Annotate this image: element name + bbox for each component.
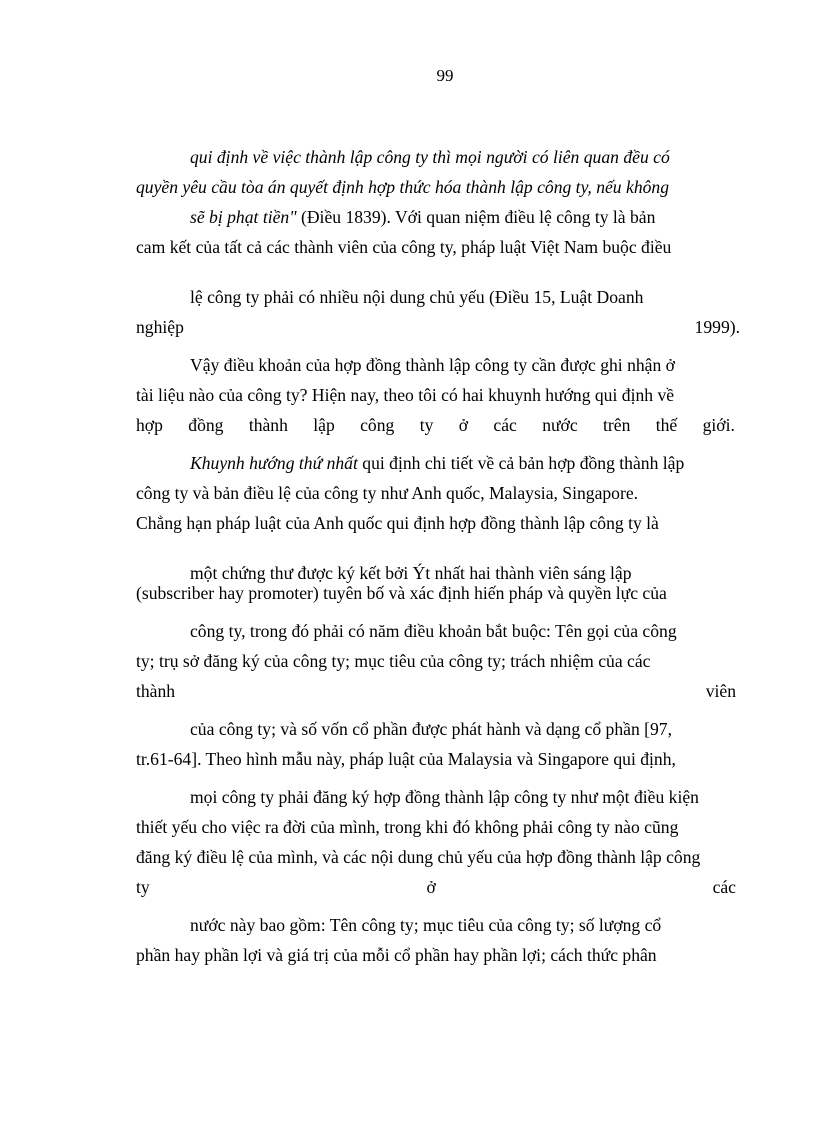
italic-text: sẽ bị phạt tiền" [190,207,297,227]
text-line [136,414,735,436]
text-line [136,176,767,198]
text-line [136,582,767,604]
line-text: của công ty; và số vốn cổ phần được phát hành và dạng cổ phần [97, [190,719,673,739]
word: nghiệp [136,317,184,337]
line-text: lệ công ty phải có nhiều nội dung chủ yếu (Điều 15, Luật Doanh [190,287,644,307]
word: các [493,415,517,435]
word: lập [313,415,335,435]
text-line [136,944,767,966]
line-text: tr.61-64]. Theo hình mẫu này, pháp luật của Malaysia và Singapore qui định, [136,749,676,769]
line-text: Chẳng hạn pháp luật của Anh quốc qui định hợp đồng thành lập công ty là [136,513,659,533]
line-text: mọi công ty phải đăng ký hợp đồng thành lập công ty như một điều kiện [190,787,699,807]
line-text: ty; trụ sở đăng ký của công ty; mục tiêu của công ty; trách nhiệm của các [136,651,651,671]
line-text: tài liệu nào của công ty? Hiện nay, theo tôi có hai khuynh hướng qui định về [136,385,675,405]
word: hợp [136,415,163,435]
italic-text: qui định về việc thành lập công ty thì mọi người có liên quan đều có [190,147,670,167]
word: đồng [188,415,224,435]
text-line [136,512,767,534]
word: thành [136,681,176,701]
line-text: (Điều 1839). Với quan niệm điều lệ công ty là bản [296,207,656,227]
text-line [136,650,767,672]
text-line [190,786,767,808]
text-line [190,914,767,936]
text-line [190,452,767,474]
line-text: cam kết của tất cả các thành viên của công ty, pháp luật Việt Nam buộc điều [136,237,672,257]
word: ty [136,877,150,897]
line-text: công ty và bản điều lệ của công ty như Anh quốc, Malaysia, Singapore. [136,483,639,503]
line-text: phần hay phần lợi và giá trị của mỗi cổ phần hay phần lợi; cách thức phân [136,945,657,965]
line-text: thiết yếu cho việc ra đời của mình, trong khi đó không phải công ty nào cũng [136,817,679,837]
text-line [136,876,736,898]
word: ty [419,415,434,435]
word: các [712,877,736,897]
page-number: 99 [436,66,454,85]
text-line [190,286,767,308]
italic-text: quyền yêu cầu tòa án quyết định hợp thức hóa thành lập công ty, nếu không [136,177,670,197]
text-line [190,206,767,228]
word: nước [542,415,578,435]
word: giới. [702,415,735,435]
line-text: qui định chi tiết về cả bản hợp đồng thành lập [357,453,685,473]
line-text: đăng ký điều lệ của mình, và các nội dung chủ yếu của hợp đồng thành lập công [136,847,701,867]
text-line [136,680,736,702]
word: 1999). [694,317,740,337]
italic-text: Khuynh hướng thứ nhất [190,453,358,473]
text-line [190,718,767,740]
text-line [136,816,767,838]
text-line [136,482,767,504]
line-text: nước này bao gồm: Tên công ty; mục tiêu của công ty; số lượng cổ [190,915,662,935]
line-text: Vậy điều khoản của hợp đồng thành lập công ty cần được ghi nhận ở [190,355,675,375]
text-line [136,316,740,338]
line-text: công ty, trong đó phải có năm điều khoản bắt buộc: Tên gọi của công [190,621,677,641]
text-line [136,236,767,258]
text-line [136,846,767,868]
line-text: (subscriber hay promoter) tuyên bố và xác định hiến pháp và quyền lực của [136,583,667,603]
line-text: một chứng thư được ký kết bởi Ýt nhất hai thành viên sáng lập [190,563,632,583]
text-line [190,146,767,168]
word: ở [426,877,436,897]
word: trên [603,415,631,435]
text-line [136,384,767,406]
text-line [190,562,767,584]
text-line [190,620,767,642]
word: ở [458,415,469,435]
word: viên [705,681,736,701]
word: thành [248,415,288,435]
word: thế [655,415,678,435]
text-line [190,354,767,376]
text-line [136,748,767,770]
word: công [360,415,395,435]
